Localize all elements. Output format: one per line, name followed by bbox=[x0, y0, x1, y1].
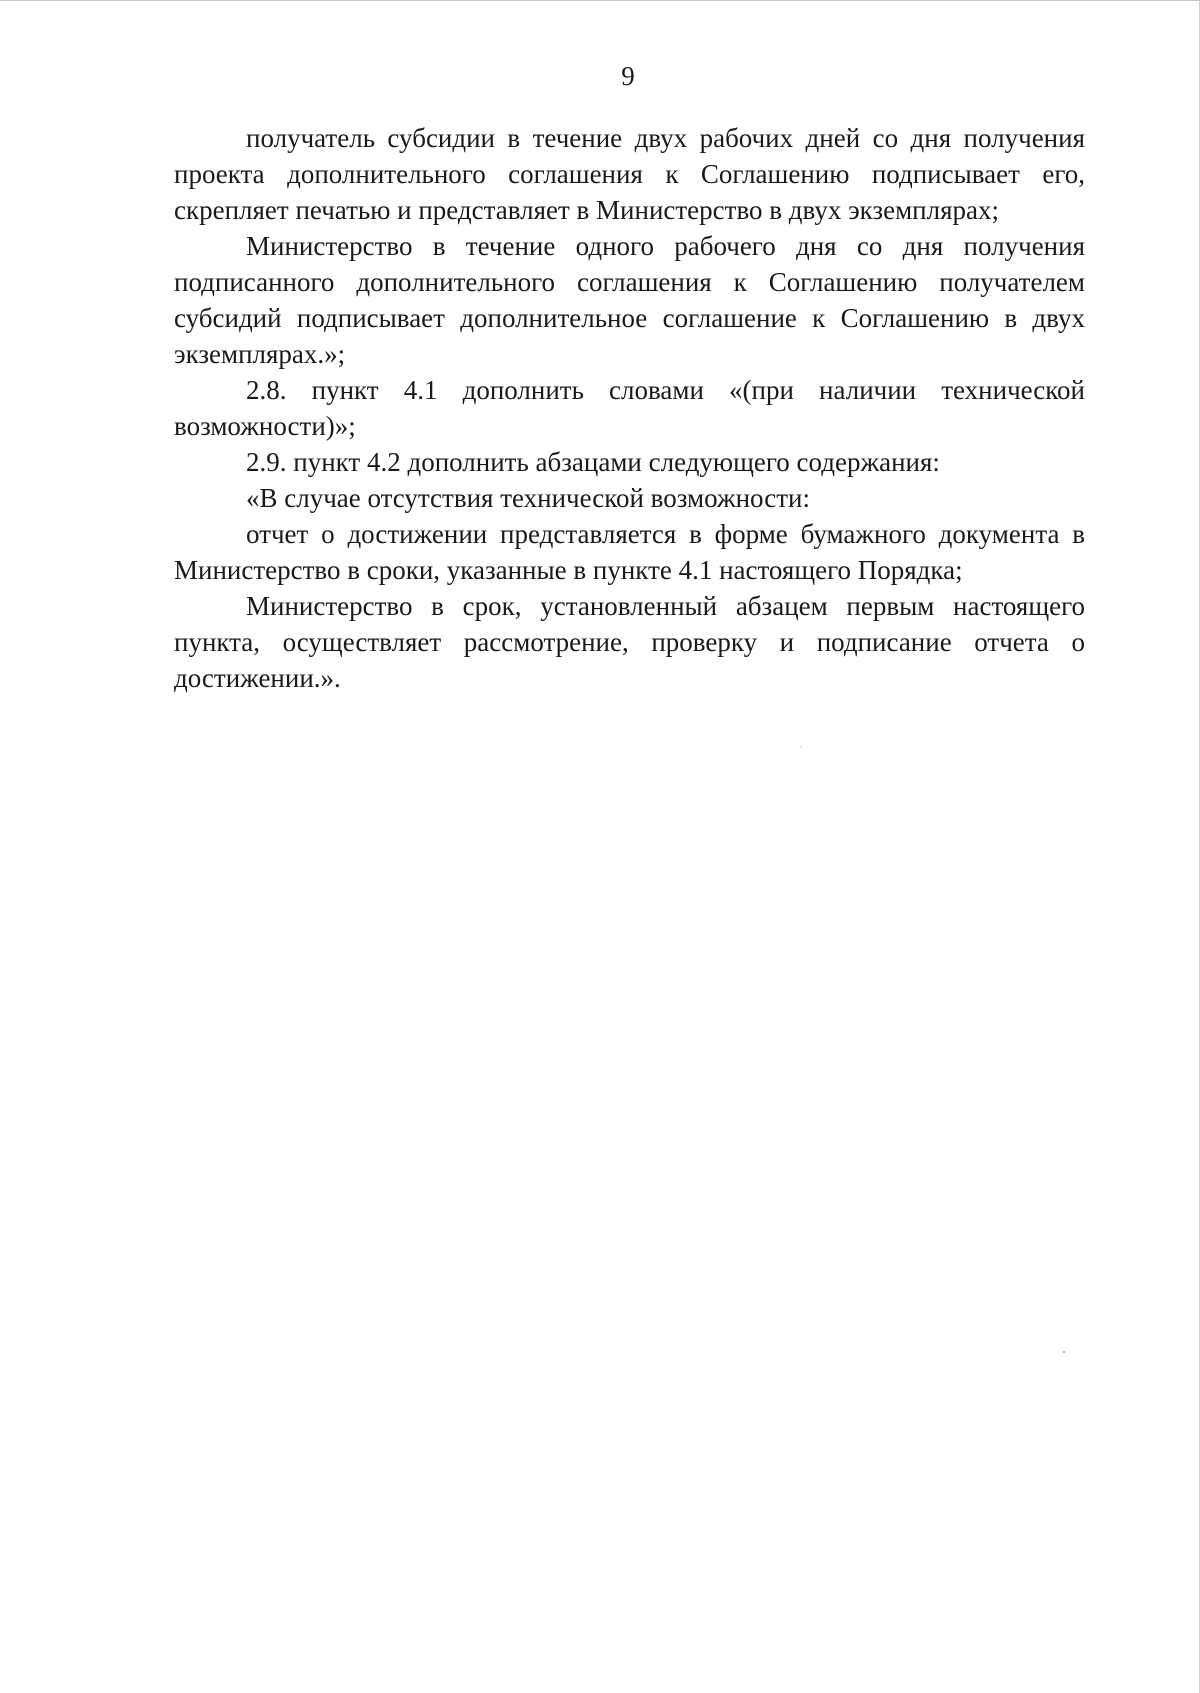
scan-speck bbox=[800, 746, 802, 748]
scan-speck bbox=[1063, 1351, 1065, 1353]
paragraph-4: 2.9. пункт 4.2 дополнить абзацами следующего содержания: bbox=[246, 447, 940, 477]
paragraph-5: «В случае отсутствия технической возможности: bbox=[246, 483, 810, 513]
document-body bbox=[174, 120, 1085, 696]
page-number: 9 bbox=[621, 61, 635, 91]
paragraph-2: Министерство в течение одного рабочего дня со дня получения подписанного дополнительного соглашения к Соглашению получателем субсидий подписывает дополнительное соглашение к Соглашению в двух экземплярах.»; bbox=[174, 231, 1085, 369]
paragraph-6: отчет о достижении представляется в форме бумажного документа в Министерство в сроки, указанные в пункте 4.1 настоящего Порядка; bbox=[174, 519, 1085, 585]
paragraph-3: 2.8. пункт 4.1 дополнить словами «(при наличии технической возможности)»; bbox=[174, 375, 1085, 441]
paragraph-7: Министерство в срок, установленный абзацем первым настоящего пункта, осуществляет рассмотрение, проверку и подписание отчета о достижении.». bbox=[174, 591, 1085, 693]
paragraph-1: получатель субсидии в течение двух рабочих дней со дня получения проекта дополнительного соглашения к Соглашению подписывает его, скрепляет печатью и представляет в Министерство в двух экземплярах; bbox=[174, 123, 1085, 225]
